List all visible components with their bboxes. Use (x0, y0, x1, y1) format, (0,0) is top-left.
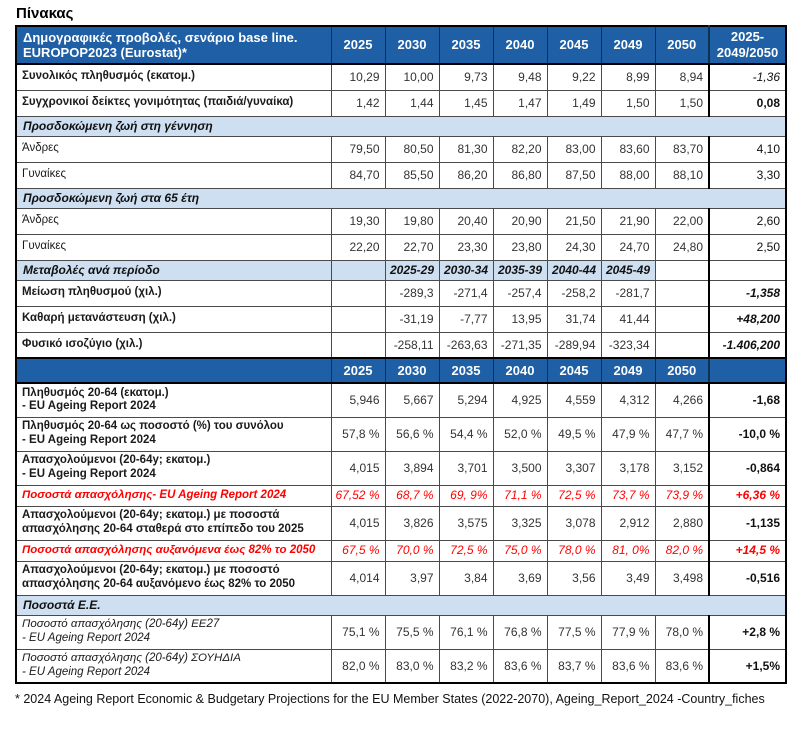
row-label-total-population: Συνολικός πληθυσμός (εκατομ.) (16, 64, 331, 90)
cell: 10,00 (385, 64, 439, 90)
cell: -31,19 (385, 306, 439, 332)
cell: -323,34 (601, 332, 655, 358)
cell: 9,22 (547, 64, 601, 90)
cell: 3,325 (493, 506, 547, 540)
cell: 68,7 % (385, 485, 439, 506)
cell: -289,3 (385, 280, 439, 306)
cell: 75,0 % (493, 540, 547, 561)
delta-cell: -0,516 (709, 561, 786, 595)
cell: 57,8 % (331, 417, 385, 451)
cell: 2,912 (601, 506, 655, 540)
delta-cell: -10,0 % (709, 417, 786, 451)
cell: -258,11 (385, 332, 439, 358)
cell: -289,94 (547, 332, 601, 358)
cell: 83,70 (655, 136, 709, 162)
year-header: 2050 (655, 26, 709, 64)
table-row (16, 162, 786, 188)
row-label-population-2064-pct (16, 417, 331, 451)
year-header: 2045 (547, 358, 601, 383)
cell: 1,42 (331, 90, 385, 116)
table-header-row (16, 26, 786, 64)
label-line: Πληθυσμός 20-64 ως ποσοστό (%) του συνόλου (22, 420, 284, 433)
empty-cell (16, 358, 331, 383)
cell: 73,7 % (601, 485, 655, 506)
cell: 67,5 % (331, 540, 385, 561)
cell: 24,30 (547, 234, 601, 260)
delta-cell: 0,08 (709, 90, 786, 116)
table-row (16, 649, 786, 683)
delta-cell: 4,10 (709, 136, 786, 162)
cell: -7,77 (439, 306, 493, 332)
cell: -258,2 (547, 280, 601, 306)
cell: 5,294 (439, 383, 493, 417)
cell: 23,80 (493, 234, 547, 260)
period-header: 2025-29 (385, 260, 439, 280)
cell: 9,73 (439, 64, 493, 90)
row-label-women-birth: Γυναίκες (16, 162, 331, 188)
cell: 77,9 % (601, 615, 655, 649)
range-header: 2025-2049/2050 (709, 26, 786, 64)
cell: 81,30 (439, 136, 493, 162)
delta-cell: -1,358 (709, 280, 786, 306)
cell: 49,5 % (547, 417, 601, 451)
cell: 76,8 % (493, 615, 547, 649)
cell: 4,312 (601, 383, 655, 417)
cell: 20,40 (439, 208, 493, 234)
cell: 2,880 (655, 506, 709, 540)
cell: 5,667 (385, 383, 439, 417)
table-row (16, 485, 786, 506)
empty-cell (331, 260, 385, 280)
table-row (16, 208, 786, 234)
delta-cell: -1,135 (709, 506, 786, 540)
empty-cell (655, 280, 709, 306)
cell: 3,498 (655, 561, 709, 595)
cell: -257,4 (493, 280, 547, 306)
year-header: 2040 (493, 26, 547, 64)
cell: 3,500 (493, 451, 547, 485)
year-header: 2030 (385, 26, 439, 64)
label-subline: - EU Ageing Report 2024 (22, 434, 156, 446)
empty-cell (655, 306, 709, 332)
table-row (16, 280, 786, 306)
cell: 83,0 % (385, 649, 439, 683)
cell: 83,2 % (439, 649, 493, 683)
cell: 3,894 (385, 451, 439, 485)
cell: 24,80 (655, 234, 709, 260)
cell: 1,49 (547, 90, 601, 116)
row-label-men-65: Άνδρες (16, 208, 331, 234)
row-label-employed (16, 451, 331, 485)
cell: 75,5 % (385, 615, 439, 649)
table-row (16, 615, 786, 649)
label-line: Ποσοστό απασχόλησης (20-64y) ΕΕ27 (22, 618, 220, 631)
delta-cell: -1,68 (709, 383, 786, 417)
row-label-population-decline: Μείωση πληθυσμού (χιλ.) (16, 280, 331, 306)
period-header: 2040-44 (547, 260, 601, 280)
label-subline: - EU Ageing Report 2024 (22, 400, 156, 413)
cell: 88,10 (655, 162, 709, 188)
row-label-women-65: Γυναίκες (16, 234, 331, 260)
cell: 86,80 (493, 162, 547, 188)
cell: 69, 9% (439, 485, 493, 506)
table-row (16, 306, 786, 332)
section-row (16, 116, 786, 136)
cell: -263,63 (439, 332, 493, 358)
cell: 67,52 % (331, 485, 385, 506)
table-row (16, 234, 786, 260)
table-title-line2: EUROPOP2023 (Eurostat)* (23, 45, 187, 60)
cell: 3,701 (439, 451, 493, 485)
cell: 23,30 (439, 234, 493, 260)
cell: 83,6 % (655, 649, 709, 683)
table-row (16, 64, 786, 90)
year-header: 2035 (439, 358, 493, 383)
table-row (16, 383, 786, 417)
cell: 83,60 (601, 136, 655, 162)
empty-cell (709, 260, 786, 280)
cell: 83,6 % (601, 649, 655, 683)
cell: 31,74 (547, 306, 601, 332)
cell: -281,7 (601, 280, 655, 306)
cell: 1,44 (385, 90, 439, 116)
empty-cell (331, 332, 385, 358)
cell: 3,97 (385, 561, 439, 595)
cell: 3,307 (547, 451, 601, 485)
cell: 8,99 (601, 64, 655, 90)
year-header: 2045 (547, 26, 601, 64)
footnote: * 2024 Ageing Report Economic & Budgetary Projections for the EU Member States (2022-2070), Ageing_Report_2024 -Country_fiches (15, 692, 765, 706)
cell: 82,20 (493, 136, 547, 162)
delta-cell: +6,36 % (709, 485, 786, 506)
section-band-eu-rates: Ποσοστά Ε.Ε. (16, 595, 786, 615)
cell: 52,0 % (493, 417, 547, 451)
cell: 4,015 (331, 506, 385, 540)
page-title: Πίνακας (16, 5, 74, 22)
table-title-line1: Δημογραφικές προβολές, σενάριο base line. (23, 29, 298, 45)
cell: 1,50 (601, 90, 655, 116)
cell: 47,9 % (601, 417, 655, 451)
table-row (16, 90, 786, 116)
cell: 4,925 (493, 383, 547, 417)
cell: -271,35 (493, 332, 547, 358)
year-header: 2025 (331, 26, 385, 64)
row-label-fertility: Συγχρονικοί δείκτες γονιμότητας (παιδιά/γυναίκα) (16, 90, 331, 116)
empty-cell (331, 306, 385, 332)
cell: 1,50 (655, 90, 709, 116)
delta-cell: 2,60 (709, 208, 786, 234)
cell: 71,1 % (493, 485, 547, 506)
cell: 4,014 (331, 561, 385, 595)
delta-cell: +14,5 % (709, 540, 786, 561)
year-header: 2035 (439, 26, 493, 64)
table-title-cell (16, 26, 331, 64)
row-label-men-birth: Άνδρες (16, 136, 331, 162)
cell: 83,7 % (547, 649, 601, 683)
empty-cell (655, 332, 709, 358)
cell: 82,0 % (331, 649, 385, 683)
cell: 72,5 % (547, 485, 601, 506)
cell: 3,84 (439, 561, 493, 595)
cell: 4,015 (331, 451, 385, 485)
cell: 19,30 (331, 208, 385, 234)
cell: 19,80 (385, 208, 439, 234)
cell: 81, 0% (601, 540, 655, 561)
cell: 21,50 (547, 208, 601, 234)
row-label-employed-rising-rate: Απασχολούμενοι (20-64y; εκατομ.) με ποσοστό απασχόλησης 20-64 αυξανόμενο έως 82% το 2050 (16, 561, 331, 595)
cell: 3,152 (655, 451, 709, 485)
cell: 3,178 (601, 451, 655, 485)
row-label-eu27-rate (16, 615, 331, 649)
row-label-employed-constant-rate: Απασχολούμενοι (20-64y; εκατομ.) με ποσοστά απασχόλησης 20-64 σταθερά στο επίπεδο του 2025 (16, 506, 331, 540)
period-header-row (16, 260, 786, 280)
row-label-natural-balance: Φυσικό ισοζύγιο (χιλ.) (16, 332, 331, 358)
cell: 88,00 (601, 162, 655, 188)
cell: 13,95 (493, 306, 547, 332)
section-band-changes: Μεταβολές ανά περίοδο (16, 260, 331, 280)
table-row (16, 540, 786, 561)
cell: 84,70 (331, 162, 385, 188)
row-label-employment-rate: Ποσοστά απασχόλησης- EU Ageing Report 2024 (16, 485, 331, 506)
cell: 22,00 (655, 208, 709, 234)
cell: 24,70 (601, 234, 655, 260)
delta-cell: 3,30 (709, 162, 786, 188)
section-row (16, 595, 786, 615)
cell: 80,50 (385, 136, 439, 162)
cell: 3,826 (385, 506, 439, 540)
cell: 21,90 (601, 208, 655, 234)
delta-cell: +1,5% (709, 649, 786, 683)
row-label-population-2064 (16, 383, 331, 417)
period-header: 2045-49 (601, 260, 655, 280)
cell: 83,00 (547, 136, 601, 162)
cell: 4,559 (547, 383, 601, 417)
delta-cell: 2,50 (709, 234, 786, 260)
label-line: Ποσοστό απασχόλησης (20-64y) ΣΟΥΗΔΙΑ (22, 652, 241, 665)
cell: 3,078 (547, 506, 601, 540)
label-line: Πληθυσμός 20-64 (εκατομ.) (22, 386, 169, 399)
cell: 4,266 (655, 383, 709, 417)
cell: 10,29 (331, 64, 385, 90)
cell: 78,0 % (547, 540, 601, 561)
table-row (16, 561, 786, 595)
empty-cell (331, 280, 385, 306)
cell: 22,70 (385, 234, 439, 260)
label-subline: - EU Ageing Report 2024 (22, 468, 156, 480)
section-band-life-birth: Προσδοκώμενη ζωή στη γέννηση (16, 116, 786, 136)
cell: 72,5 % (439, 540, 493, 561)
row-label-employment-rate-82: Ποσοστά απασχόλησης αυξανόμενα έως 82% το 2050 (16, 540, 331, 561)
empty-cell (709, 358, 786, 383)
cell: 3,69 (493, 561, 547, 595)
year-header: 2030 (385, 358, 439, 383)
delta-cell: -1,36 (709, 64, 786, 90)
cell: 70,0 % (385, 540, 439, 561)
cell: 5,946 (331, 383, 385, 417)
label-subline: - EU Ageing Report 2024 (22, 665, 151, 678)
delta-cell: -1.406,200 (709, 332, 786, 358)
table-row (16, 506, 786, 540)
year-header: 2040 (493, 358, 547, 383)
cell: 78,0 % (655, 615, 709, 649)
period-header: 2030-34 (439, 260, 493, 280)
cell: 77,5 % (547, 615, 601, 649)
table-row (16, 451, 786, 485)
cell: 86,20 (439, 162, 493, 188)
cell: 85,50 (385, 162, 439, 188)
year-header: 2049 (601, 358, 655, 383)
cell: 47,7 % (655, 417, 709, 451)
cell: 20,90 (493, 208, 547, 234)
cell: 76,1 % (439, 615, 493, 649)
cell: 75,1 % (331, 615, 385, 649)
table-row (16, 417, 786, 451)
delta-cell: +48,200 (709, 306, 786, 332)
demographics-table (15, 25, 787, 684)
year-header: 2049 (601, 26, 655, 64)
cell: 56,6 % (385, 417, 439, 451)
table-row (16, 136, 786, 162)
cell: 9,48 (493, 64, 547, 90)
cell: 3,575 (439, 506, 493, 540)
label-subline: - EU Ageing Report 2024 (22, 632, 151, 644)
row-label-sweden-rate (16, 649, 331, 683)
cell: 73,9 % (655, 485, 709, 506)
label-line: Απασχολούμενοι (20-64y; εκατομ.) (22, 454, 211, 467)
section-row (16, 188, 786, 208)
table-header-row-2 (16, 358, 786, 383)
cell: 83,6 % (493, 649, 547, 683)
delta-cell: +2,8 % (709, 615, 786, 649)
section-band-life-65: Προσδοκώμενη ζωή στα 65 έτη (16, 188, 786, 208)
cell: 22,20 (331, 234, 385, 260)
year-header: 2050 (655, 358, 709, 383)
cell: 8,94 (655, 64, 709, 90)
table-row (16, 332, 786, 358)
cell: 54,4 % (439, 417, 493, 451)
year-header: 2025 (331, 358, 385, 383)
cell: -271,4 (439, 280, 493, 306)
delta-cell: -0,864 (709, 451, 786, 485)
empty-cell (655, 260, 709, 280)
period-header: 2035-39 (493, 260, 547, 280)
cell: 1,47 (493, 90, 547, 116)
cell: 82,0 % (655, 540, 709, 561)
row-label-net-migration: Καθαρή μετανάστευση (χιλ.) (16, 306, 331, 332)
cell: 3,49 (601, 561, 655, 595)
cell: 1,45 (439, 90, 493, 116)
cell: 3,56 (547, 561, 601, 595)
cell: 41,44 (601, 306, 655, 332)
cell: 87,50 (547, 162, 601, 188)
cell: 79,50 (331, 136, 385, 162)
